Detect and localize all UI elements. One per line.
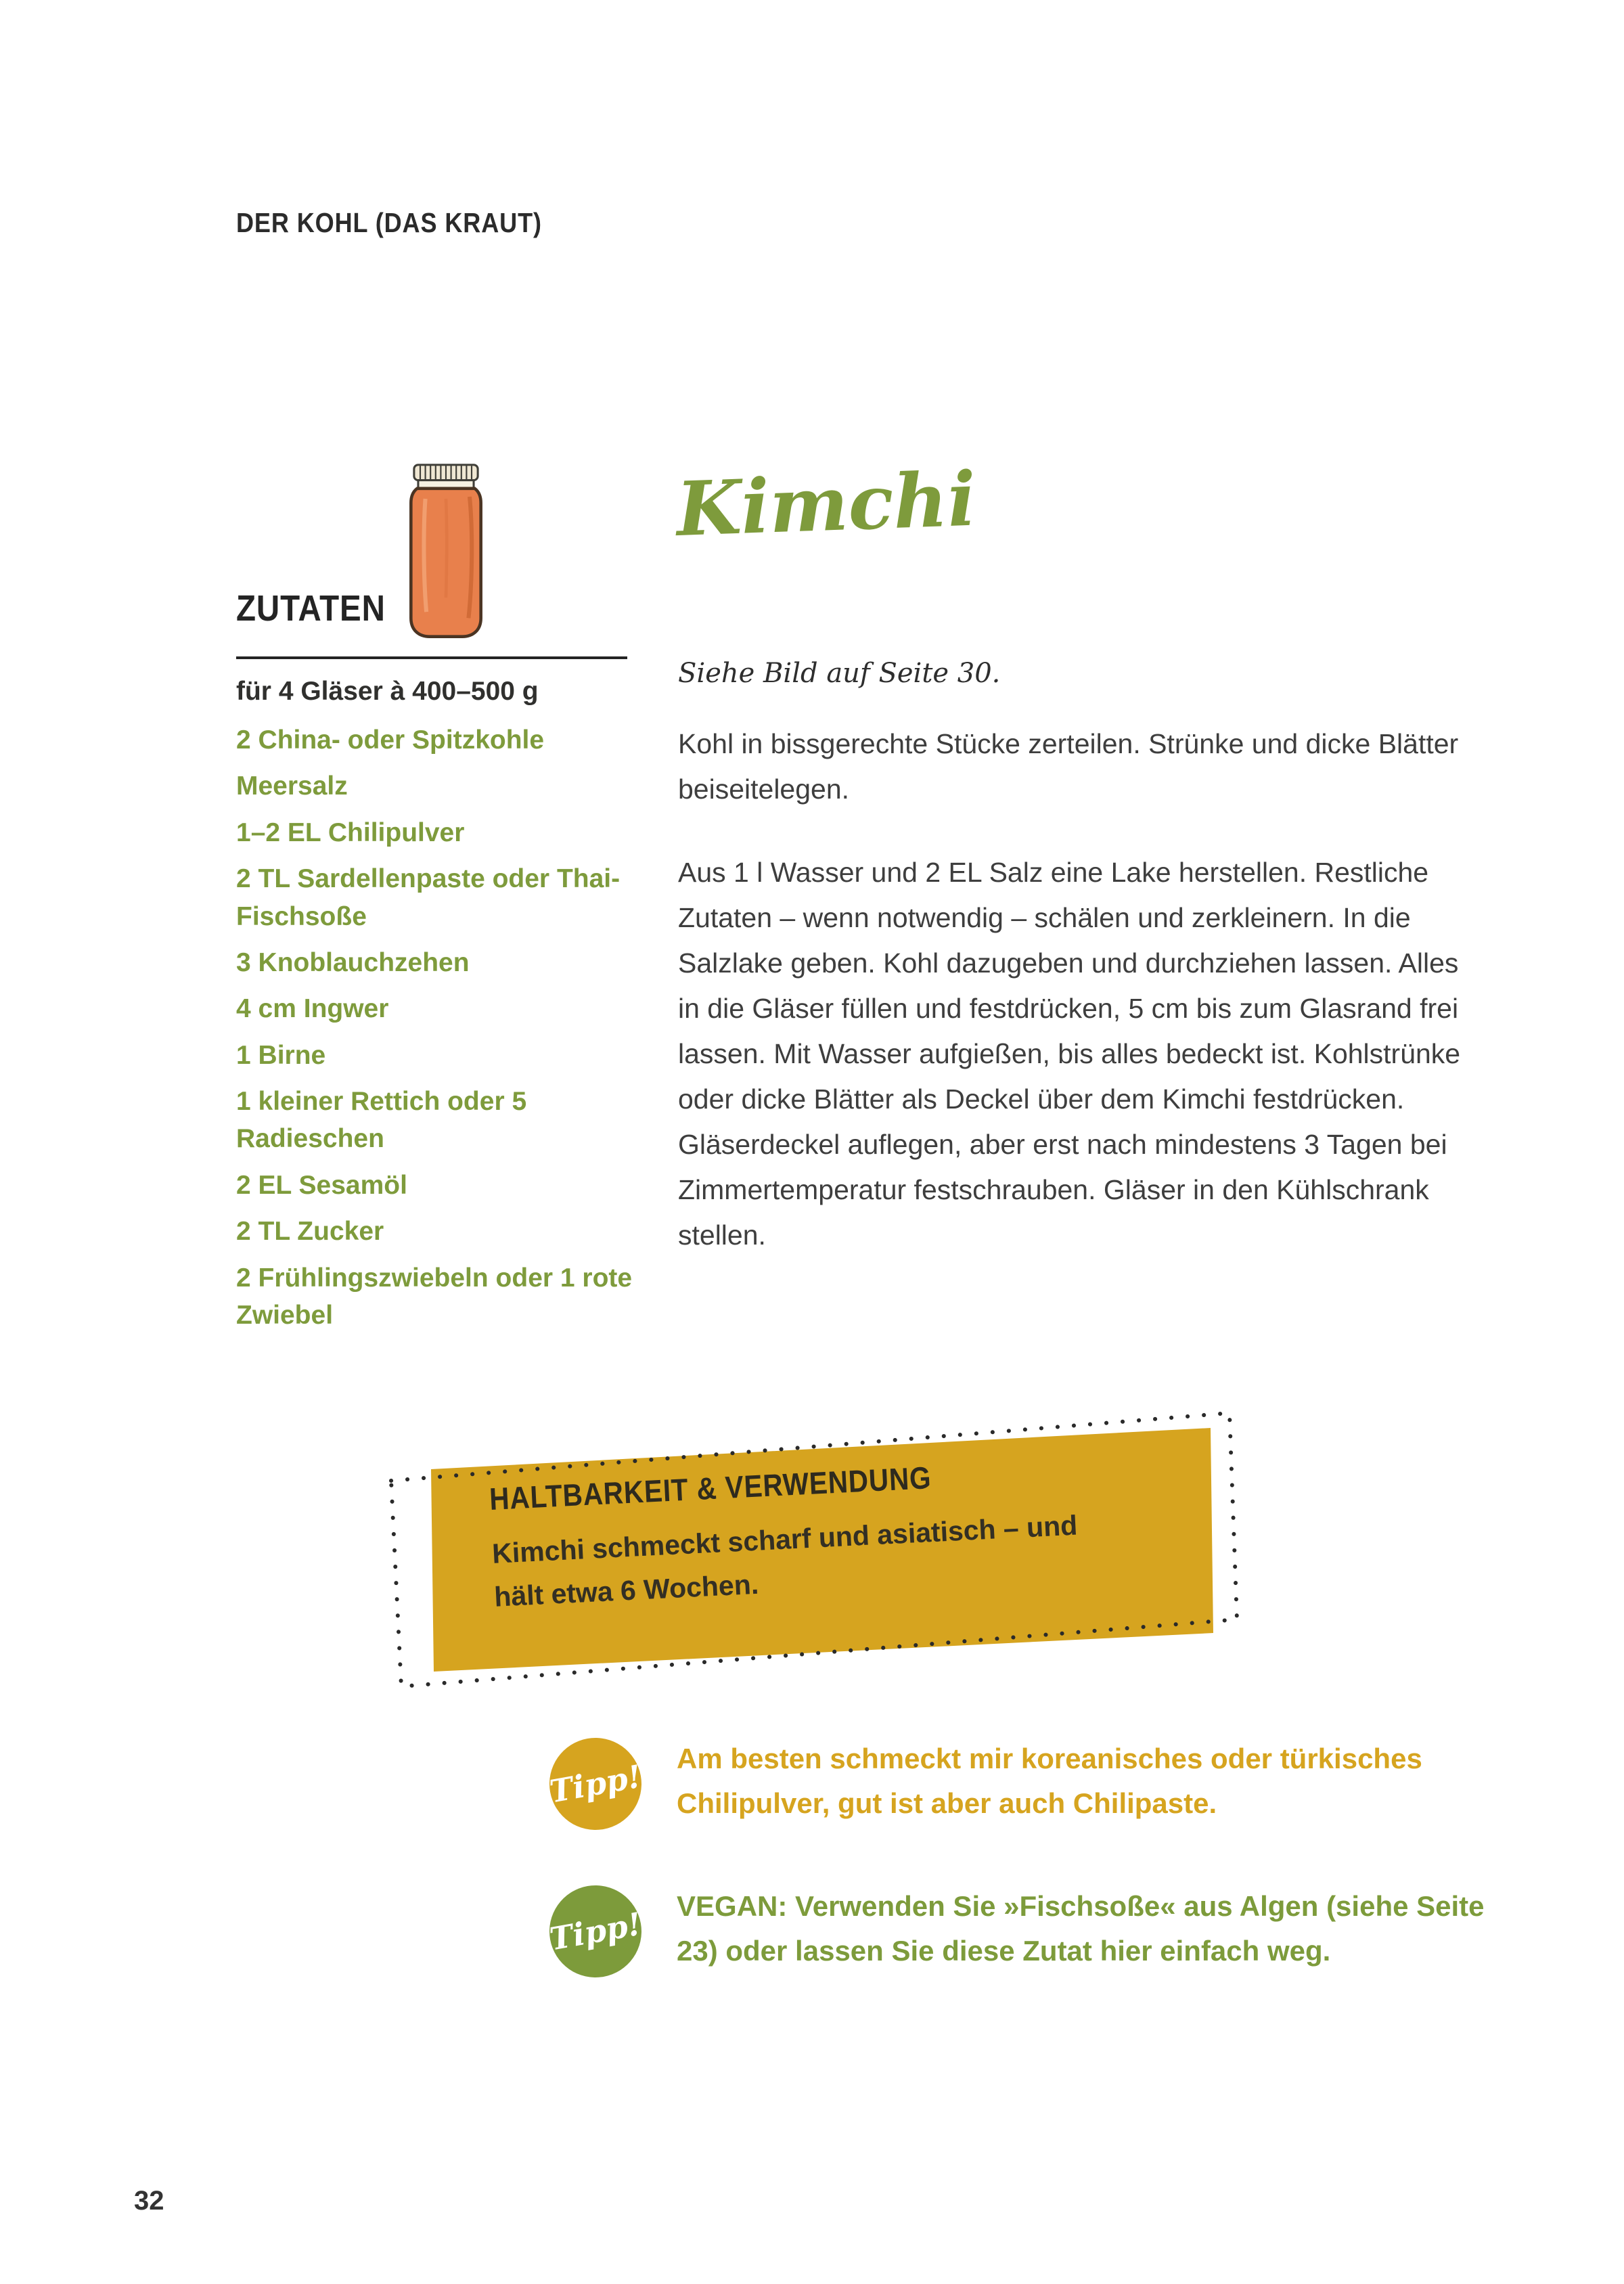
page-number: 32	[134, 2186, 164, 2216]
info-box-body: Kimchi schmeckt scharf und asiatisch – und hält etwa 6 Wochen.	[491, 1509, 1079, 1613]
recipe-title: Kimchi	[675, 455, 978, 553]
tip-text: VEGAN: Verwenden Sie »Fischsoße« aus Algen (siehe Seite 23) oder lassen Sie diese Zutat hier einfach weg.	[677, 1890, 1485, 1967]
ingredients-divider	[236, 656, 627, 659]
tip-badge-icon: Tipp!	[542, 1878, 649, 1985]
instruction-paragraph: Aus 1 l Wasser und 2 EL Salz eine Lake herstellen. Restliche Zutaten – wenn notwendig – schälen und zerkleinern. In die Salzlake geben. Kohl dazugeben und durchziehen lassen. Alles in die Gläser füllen und festdrücken, 5 cm bis zum Glasrand frei lassen. Mit Wasser aufgießen, bis alles bedeckt ist. Kohlstrünke oder dicke Blätter als Deckel über dem Kimchi festdrücken. Gläserdeckel auflegen, aber erst nach mindestens 3 Tagen bei Zimmertemperatur festschrauben. Gläser in den Kühlschrank stellen.	[678, 857, 1461, 1251]
tip-badge-icon: Tipp!	[542, 1730, 649, 1837]
ingredients-yield: für 4 Gläser à 400–500 g	[236, 677, 539, 706]
tip-row	[549, 1732, 1564, 1830]
chapter-kicker-label: DER KOHL (DAS KRAUT)	[236, 207, 542, 238]
ingredient-item: 2 TL Sardellenpaste oder Thai-Fischsoße	[236, 864, 621, 931]
ingredient-item: 2 EL Sesamöl	[236, 1170, 407, 1200]
ingredient-item: 1 kleiner Rettich oder 5 Radieschen	[236, 1087, 527, 1154]
info-box-heading: HALTBARKEIT & VERWENDUNG	[489, 1460, 932, 1517]
image-reference: Siehe Bild auf Seite 30.	[678, 658, 1001, 689]
ingredient-item: 4 cm Ingwer	[236, 994, 389, 1024]
ingredients-heading: ZUTATEN	[236, 588, 386, 629]
ingredient-item: 1–2 EL Chilipulver	[236, 818, 465, 847]
ingredient-item: Meersalz	[236, 771, 348, 801]
ingredient-item: 2 Frühlingszwiebeln oder 1 rote Zwiebel	[236, 1263, 633, 1330]
ingredients-list	[236, 721, 649, 1343]
mason-jar-icon	[394, 462, 497, 639]
ingredient-item: 1 Birne	[236, 1040, 326, 1070]
chapter-kicker	[236, 207, 584, 239]
ingredient-item: 3 Knoblauchzehen	[236, 947, 470, 977]
instruction-paragraph: Kohl in bissgerechte Stücke zerteilen. Strünke und dicke Blätter beiseitelegen.	[678, 728, 1459, 805]
tip-row	[549, 1880, 1564, 1977]
ingredient-item: 2 TL Zucker	[236, 1217, 384, 1247]
ingredient-item: 2 China- oder Spitzkohle	[236, 725, 545, 755]
tip-text: Am besten schmeckt mir koreanisches oder türkisches Chilipulver, gut ist aber auch Chilipaste.	[677, 1743, 1422, 1819]
